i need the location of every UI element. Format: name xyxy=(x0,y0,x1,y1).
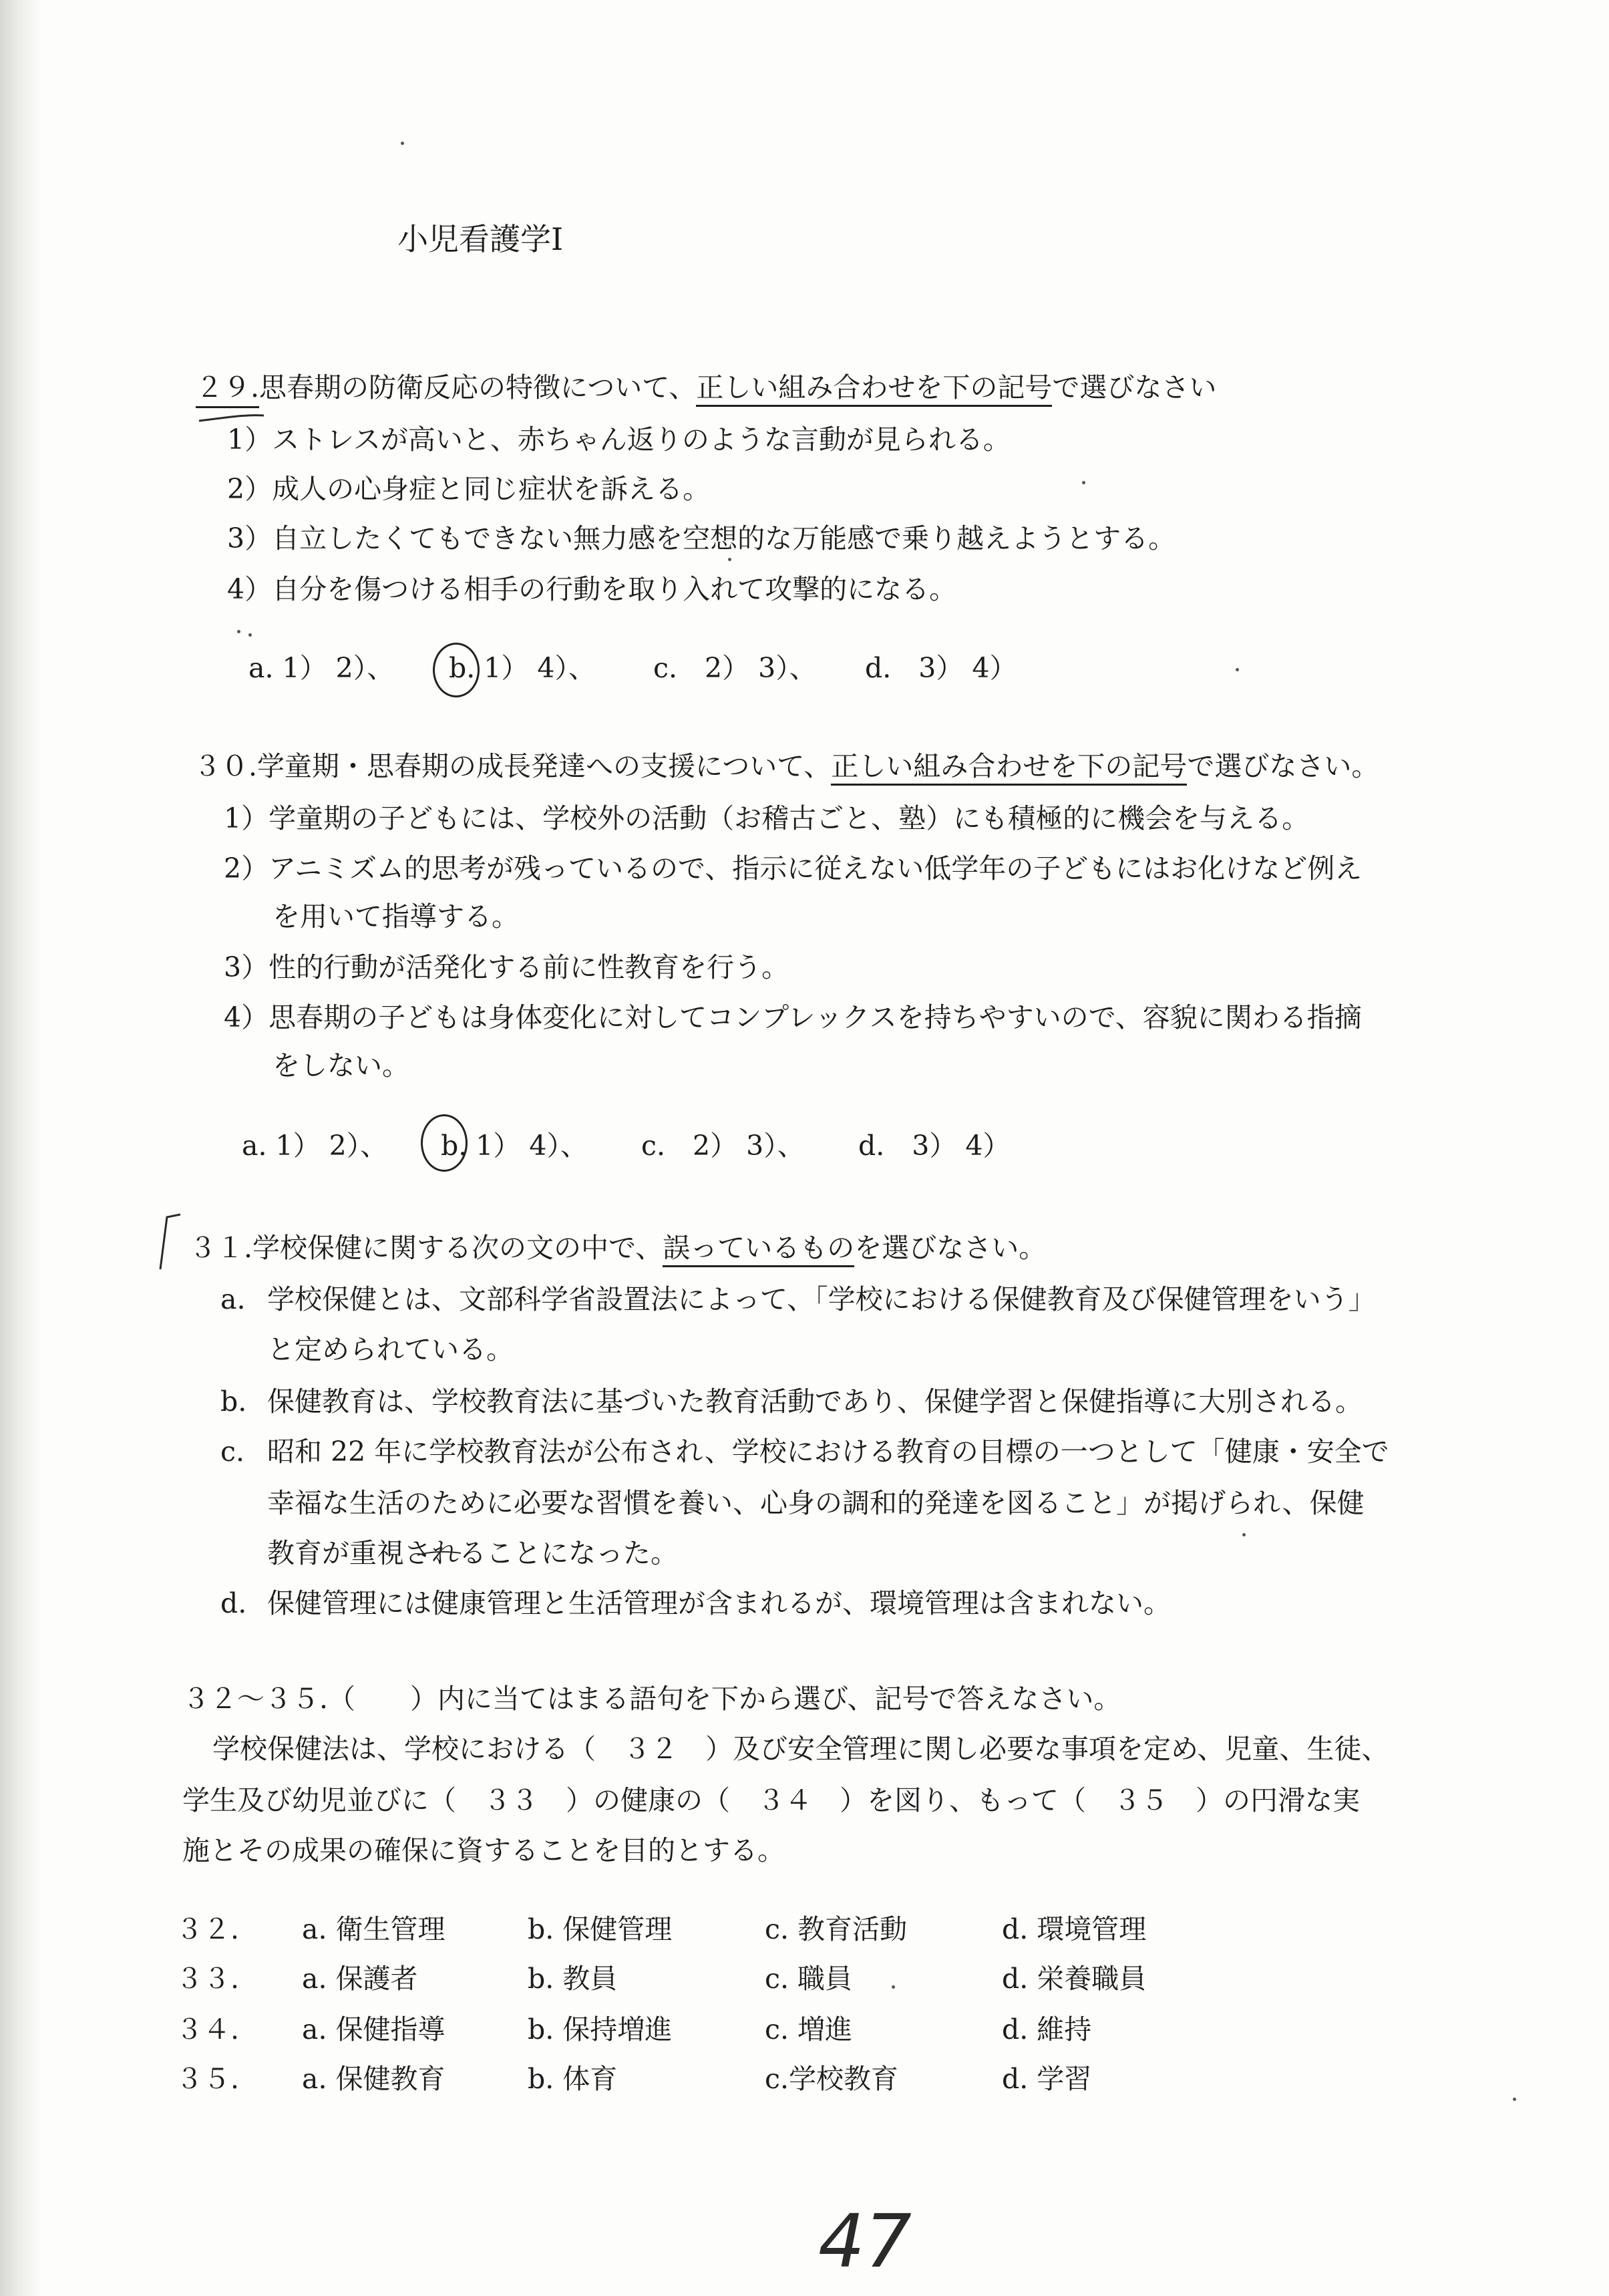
q29-choice-a: a. 1） 2）、 xyxy=(248,652,395,684)
question-number: ３０. xyxy=(194,750,258,782)
handwritten-page-number: 47 xyxy=(818,2198,912,2284)
scan-speck xyxy=(237,630,240,633)
q30-item-1: 1）学童期の子どもには、学校外の活動（お稽古ごと、塾）にも積極的に機会を与える。 xyxy=(224,802,1310,834)
option-a: a. 衛生管理 xyxy=(302,1913,445,1945)
passage-line: 学校保健法は、学校における（ ３２ ）及び安全管理に関し必要な事項を定め、児童、生徒、 xyxy=(212,1733,1389,1765)
stem-underlined: 誤っているもの xyxy=(663,1232,854,1267)
pen-underline-mark xyxy=(199,416,264,421)
q29-item-3: 3）自立したくてもできない無力感を空想的な万能感で乗り越えようとする。 xyxy=(227,522,1176,554)
q31-label-b: b. xyxy=(220,1385,247,1418)
scan-speck xyxy=(1082,481,1085,484)
option-d: d. 学習 xyxy=(1002,2063,1092,2095)
option-row-number: ３２. xyxy=(176,1913,240,1945)
option-b: b. 保持増進 xyxy=(528,2013,673,2045)
q29-item-2: 2）成人の心身症と同じ症状を訴える。 xyxy=(227,473,711,505)
option-c: c. 職員 xyxy=(765,1963,853,1995)
option-b: b. 教員 xyxy=(528,1963,618,1995)
q31-line: 保健管理には健康管理と生活管理が含まれるが、環境管理は含まれない。 xyxy=(267,1587,1171,1619)
scan-speck xyxy=(728,558,731,561)
option-a: a. 保護者 xyxy=(302,1963,418,1995)
q30-item-3: 3）性的行動が活発化する前に性教育を行う。 xyxy=(224,951,789,983)
option-a: a. 保健教育 xyxy=(302,2063,445,2095)
stem-text: 学童期・思春期の成長発達への支援について、 xyxy=(257,750,832,782)
option-d: d. 栄養職員 xyxy=(1002,1963,1147,1995)
option-row-number: ３３. xyxy=(176,1963,240,1995)
q29-item-1: 1）ストレスが高いと、赤ちゃん返りのような言動が見られる。 xyxy=(227,424,1011,456)
q30-item-4: 4）思春期の子どもは身体変化に対してコンプレックスを持ちやすいので、容貌に関わる指摘 xyxy=(224,1001,1362,1033)
q30-item-4-cont: をしない。 xyxy=(273,1049,409,1082)
q31-line: 幸福な生活のために必要な習慣を養い、心身の調和的発達を図ること」が掲げられ、保健 xyxy=(267,1487,1365,1519)
q31-line: 教育が重視されることになった。 xyxy=(267,1537,678,1569)
stem-text: で選びなさい。 xyxy=(1187,750,1379,782)
q31-label-c: c. xyxy=(220,1436,244,1468)
q29-item-4: 4）自分を傷つける相手の行動を取り入れて攻撃的になる。 xyxy=(227,573,957,605)
q31-label-d: d. xyxy=(220,1587,247,1619)
scan-speck xyxy=(1513,2098,1516,2101)
q30-choice-d: d. 3） 4） xyxy=(858,1130,1011,1162)
q31-line: 保健教育は、学校教育法に基づいた教育活動であり、保健学習と保健指導に大別される。 xyxy=(267,1385,1363,1418)
question-32-35-heading: ３２～３５.（ ）内に当てはまる語句を下から選び、記号で答えなさい。 xyxy=(182,1683,1121,1715)
q30-choice-b: b. 1） 4）、 xyxy=(441,1130,588,1162)
stem-underlined: 正しい組み合わせを下の記号 xyxy=(696,371,1052,407)
scan-speck xyxy=(892,1985,895,1989)
option-c: c. 増進 xyxy=(765,2013,853,2045)
scan-speck xyxy=(1236,668,1239,671)
pen-bracket-mark xyxy=(160,1214,180,1269)
stem-text: 思春期の防衛反応の特徴について、 xyxy=(259,371,697,403)
option-c: c. 教育活動 xyxy=(765,1913,908,1945)
stem-text: を選びなさい。 xyxy=(854,1232,1047,1264)
option-d: d. 環境管理 xyxy=(1002,1913,1147,1945)
q29-choice-c: c. 2） 3）、 xyxy=(653,652,817,684)
q31-line: 昭和 22 年に学校教育法が公布され、学校における教育の目標の一つとして「健康・安全で xyxy=(267,1436,1389,1468)
question-number: ３１. xyxy=(189,1232,253,1264)
q31-label-a: a. xyxy=(220,1283,246,1315)
q30-item-2: 2）アニミズム的思考が残っているので、指示に従えない低学年の子どもにはお化けなど例え xyxy=(224,852,1363,884)
passage-line: 学生及び幼児並びに（ ３３ ）の健康の（ ３４ ）を図り、もって（ ３５ ）の円滑な実 xyxy=(182,1784,1360,1816)
pen-stroke-mark xyxy=(417,1552,461,1555)
option-b: b. 保健管理 xyxy=(528,1913,673,1945)
q31-line: と定められている。 xyxy=(267,1333,514,1365)
scan-speck xyxy=(1242,1533,1246,1536)
option-a: a. 保健指導 xyxy=(302,2013,445,2045)
q30-choice-a: a. 1） 2）、 xyxy=(242,1130,388,1162)
q31-line: 学校保健とは、文部科学省設置法によって、「学校における保健教育及び保健管理をいう」 xyxy=(267,1283,1376,1315)
scan-speck xyxy=(401,142,404,145)
q29-choice-d: d. 3） 4） xyxy=(865,652,1017,684)
option-row-number: ３４. xyxy=(176,2013,240,2045)
option-b: b. 体育 xyxy=(528,2063,618,2095)
option-c: c.学校教育 xyxy=(765,2063,898,2095)
passage-line: 施とその成果の確保に資することを目的とする。 xyxy=(182,1834,785,1866)
option-d: d. 維持 xyxy=(1002,2013,1092,2045)
stem-text: で選びなさい xyxy=(1052,371,1217,403)
option-row-number: ３５. xyxy=(176,2063,240,2095)
q30-item-2-cont: を用いて指導する。 xyxy=(273,900,519,933)
scan-speck xyxy=(248,633,252,637)
stem-underlined: 正しい組み合わせを下の記号 xyxy=(831,750,1187,786)
question-number: ２９. xyxy=(196,371,259,408)
q30-choice-c: c. 2） 3）、 xyxy=(641,1130,805,1162)
page-title: 小児看護学Ⅰ xyxy=(397,221,564,257)
q29-choice-b: b. 1） 4）、 xyxy=(449,652,596,684)
stem-text: 学校保健に関する次の文の中で、 xyxy=(252,1232,663,1264)
